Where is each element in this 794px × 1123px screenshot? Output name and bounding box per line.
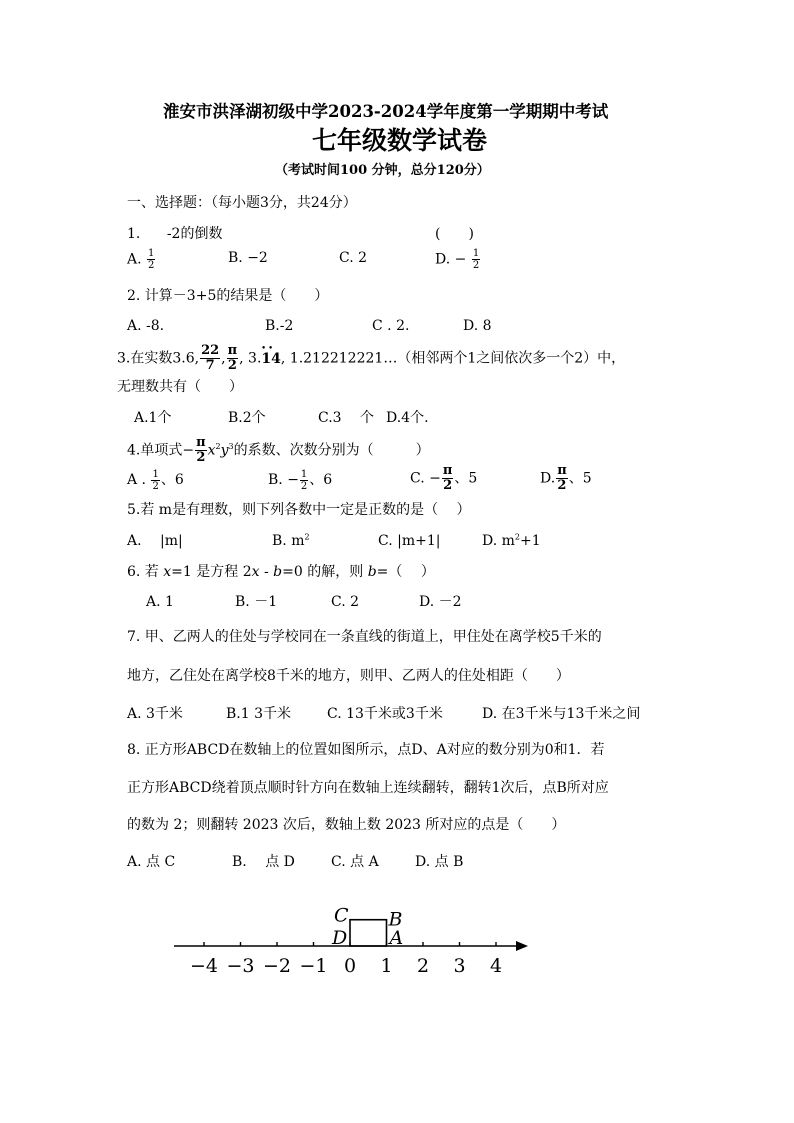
q4-c-num: π bbox=[442, 463, 453, 478]
q3-stem-line2: 无理数共有（ ） bbox=[117, 379, 243, 395]
axis-arrow-icon bbox=[516, 941, 528, 951]
q3-text-c: , 1.212212221…（相邻两个1之间依次多一个2）中， bbox=[280, 350, 626, 367]
q4-b-fraction bbox=[300, 469, 308, 492]
q8-option-d: D. 点 B bbox=[415, 854, 464, 870]
q8-stem-line1: 8. 正方形ABCD在数轴上的位置如图所示，点D、A对应的数分别为0和1．若 bbox=[127, 742, 605, 758]
q6-stem bbox=[127, 562, 435, 582]
q1-d-num: 1 bbox=[472, 248, 480, 259]
q1-option-d bbox=[435, 248, 481, 271]
q4-b-tail: 、6 bbox=[309, 472, 333, 488]
q2-option-c: C . 2. bbox=[372, 318, 410, 334]
q1-a-num: 1 bbox=[148, 248, 155, 259]
q4-option-d bbox=[540, 464, 592, 493]
q1-number: 1. bbox=[127, 226, 141, 242]
q2-option-b: B.-2 bbox=[265, 318, 294, 334]
q6-option-b: B. －1 bbox=[235, 594, 278, 610]
q1-a-den: 2 bbox=[148, 260, 155, 271]
q4-d-den: 2 bbox=[557, 478, 567, 493]
q1-d-fraction bbox=[472, 248, 480, 271]
q6-text-b: =1 是方程 2 bbox=[171, 564, 252, 580]
q6-var-b2: b bbox=[367, 564, 377, 580]
q5-d-tail: +1 bbox=[520, 533, 541, 549]
q5-stem: 5.若 m是有理数，则下列各数中一定是正数的是（ ） bbox=[127, 502, 471, 518]
q4-a-tail: 、6 bbox=[160, 472, 184, 488]
q1-option-c: C. 2 bbox=[339, 250, 368, 266]
q1-option-a bbox=[127, 248, 156, 271]
q1-d-den: 2 bbox=[472, 260, 480, 271]
q4-c-tail: 、5 bbox=[454, 470, 478, 487]
q3-repeating-decimal: • • 14 bbox=[261, 345, 280, 373]
q8-stem-line3: 的数为 2；则翻转 2023 次后，数轴上数 2023 所对应的点是（ ） bbox=[127, 817, 566, 833]
q7-stem-line2: 地方，乙住处在离学校8千米的地方，则甲、乙两人的住处相距（ ） bbox=[127, 668, 570, 684]
q4-exp-1: 2 bbox=[215, 441, 221, 451]
main-title: 七年级数学试卷 bbox=[312, 126, 488, 155]
q3-option-a: A.1个 bbox=[134, 410, 172, 426]
q7-option-b: B.1 3千米 bbox=[226, 706, 292, 722]
q1-stem bbox=[127, 224, 222, 244]
tick-label: −1 bbox=[299, 955, 328, 977]
q8-stem-line2: 正方形ABCD绕着顶点顺时针方向在数轴上连续翻转，翻转1次后，点B所对应 bbox=[127, 780, 609, 796]
q6-option-c: C. 2 bbox=[331, 594, 360, 610]
q3-fraction-22-7 bbox=[200, 344, 220, 373]
q6-text-e: =（ ） bbox=[376, 564, 435, 580]
q5-d-base: D. m bbox=[482, 533, 515, 549]
q5-b-exp: 2 bbox=[304, 532, 310, 542]
q4-a-num: 1 bbox=[152, 468, 159, 480]
q4-b-den: 2 bbox=[300, 480, 308, 492]
q4-a-label: A . bbox=[127, 472, 147, 488]
q4-d-label: D. bbox=[540, 470, 556, 487]
q4-exp-2: 3 bbox=[228, 441, 234, 451]
q4-fraction bbox=[195, 436, 207, 465]
q7-option-a: A. 3千米 bbox=[127, 706, 183, 722]
q3-option-d: D.4个. bbox=[386, 410, 429, 426]
q4-option-a bbox=[127, 468, 184, 492]
q3-option-c: C.3 个 bbox=[318, 410, 375, 426]
q3-f2-den: 2 bbox=[227, 358, 237, 373]
q3-text-b: , 3. bbox=[239, 350, 262, 367]
q5-b-base: B. m bbox=[272, 533, 305, 549]
q7-option-c: C. 13千米或3千米 bbox=[327, 706, 443, 722]
q6-text-a: 6. 若 bbox=[127, 564, 164, 580]
q6-text-d: =0 的解，则 bbox=[282, 564, 368, 580]
q6-var-x2: x bbox=[251, 564, 260, 580]
q2-stem: 2. 计算－3+5的结果是（ ） bbox=[127, 288, 329, 304]
section-heading: 一、选择题：（每小题3分，共24分） bbox=[127, 195, 357, 211]
q4-c-den: 2 bbox=[443, 478, 453, 493]
q5-option-c: C. |m+1| bbox=[378, 533, 441, 549]
q4-d-num: π bbox=[557, 463, 567, 478]
q3-sep: , bbox=[221, 350, 226, 367]
vertex-label-b: B bbox=[388, 908, 403, 931]
q4-c-label: C. − bbox=[410, 470, 441, 487]
q3-option-b: B.2个 bbox=[228, 410, 266, 426]
q4-text-b: 的系数、次数分别为（ ） bbox=[233, 442, 430, 459]
q6-var-b: b bbox=[273, 564, 283, 580]
q7-option-d: D. 在3千米与13千米之间 bbox=[482, 706, 641, 722]
q5-option-b bbox=[272, 531, 310, 551]
tick-label: −3 bbox=[226, 955, 255, 977]
q3-text-a: 3.在实数3.6, bbox=[117, 350, 200, 367]
tick-label: −4 bbox=[189, 955, 219, 977]
q4-c-fraction bbox=[442, 464, 454, 493]
q8-option-c: C. 点 A bbox=[331, 854, 379, 870]
tick-label: 4 bbox=[489, 955, 503, 977]
q4-b-num: 1 bbox=[300, 468, 308, 480]
q5-option-d bbox=[482, 531, 541, 551]
q1-d-label: D. − bbox=[435, 251, 467, 268]
tick-label: 1 bbox=[380, 955, 393, 977]
q1-option-b: B. −2 bbox=[228, 250, 268, 266]
tick-label: −2 bbox=[262, 955, 292, 977]
q3-f2-num: π bbox=[227, 343, 238, 358]
square-abcd bbox=[350, 920, 387, 946]
tick-label: 2 bbox=[416, 955, 430, 977]
q4-a-fraction bbox=[151, 469, 159, 492]
q4-a-den: 2 bbox=[152, 480, 159, 492]
q6-option-a: A. 1 bbox=[146, 594, 174, 610]
tick-label: 3 bbox=[453, 955, 466, 977]
q4-option-c bbox=[410, 464, 477, 493]
q4-option-b bbox=[268, 468, 332, 492]
exam-info: （考试时间100 分钟，总分120分） bbox=[275, 163, 490, 178]
q3-stem bbox=[117, 344, 625, 373]
q1-a-label: A. bbox=[127, 251, 142, 268]
q7-stem-line1: 7. 甲、乙两人的住处与学校同在一条直线的街道上，甲住处在离学校5千米的 bbox=[127, 629, 602, 645]
q6-text-c: - bbox=[259, 564, 274, 580]
q4-text-a: 4.单项式− bbox=[127, 442, 195, 459]
vertex-label-d: D bbox=[332, 927, 348, 949]
q4-d-tail: 、5 bbox=[568, 470, 592, 487]
q4-var-x: x bbox=[207, 442, 216, 459]
tick-label: 0 bbox=[343, 955, 357, 977]
number-line-figure bbox=[170, 900, 540, 980]
q8-option-b: B. 点 D bbox=[232, 854, 295, 870]
q3-f1-num: 22 bbox=[201, 343, 220, 358]
q4-f-num: π bbox=[196, 435, 206, 450]
q1-text: -2的倒数 bbox=[166, 226, 223, 242]
q2-option-a: A. -8. bbox=[127, 318, 165, 334]
vertex-label-c: C bbox=[334, 904, 349, 927]
q4-f-den: 2 bbox=[196, 450, 206, 465]
q1-a-fraction bbox=[147, 248, 155, 271]
q2-option-d: D. 8 bbox=[463, 318, 492, 334]
q3-f1-den: 7 bbox=[205, 358, 215, 373]
q4-var-y: y bbox=[220, 442, 229, 459]
q4-stem bbox=[127, 436, 430, 465]
school-title: 淮安市洪泽湖初级中学2023-2024学年度第一学期期中考试 bbox=[163, 102, 609, 121]
q6-option-d: D. －2 bbox=[419, 594, 462, 610]
q8-option-a: A. 点 C bbox=[127, 854, 176, 870]
q4-d-fraction bbox=[556, 464, 568, 493]
q3-fraction-pi-2 bbox=[227, 344, 239, 373]
q1-answer-paren: ( ) bbox=[435, 226, 474, 242]
q5-d-exp: 2 bbox=[514, 532, 520, 542]
q4-b-label: B. − bbox=[268, 472, 299, 488]
vertex-label-a: A bbox=[389, 927, 404, 949]
q5-option-a: A. |m| bbox=[127, 533, 183, 549]
q6-var-x: x bbox=[163, 564, 172, 580]
